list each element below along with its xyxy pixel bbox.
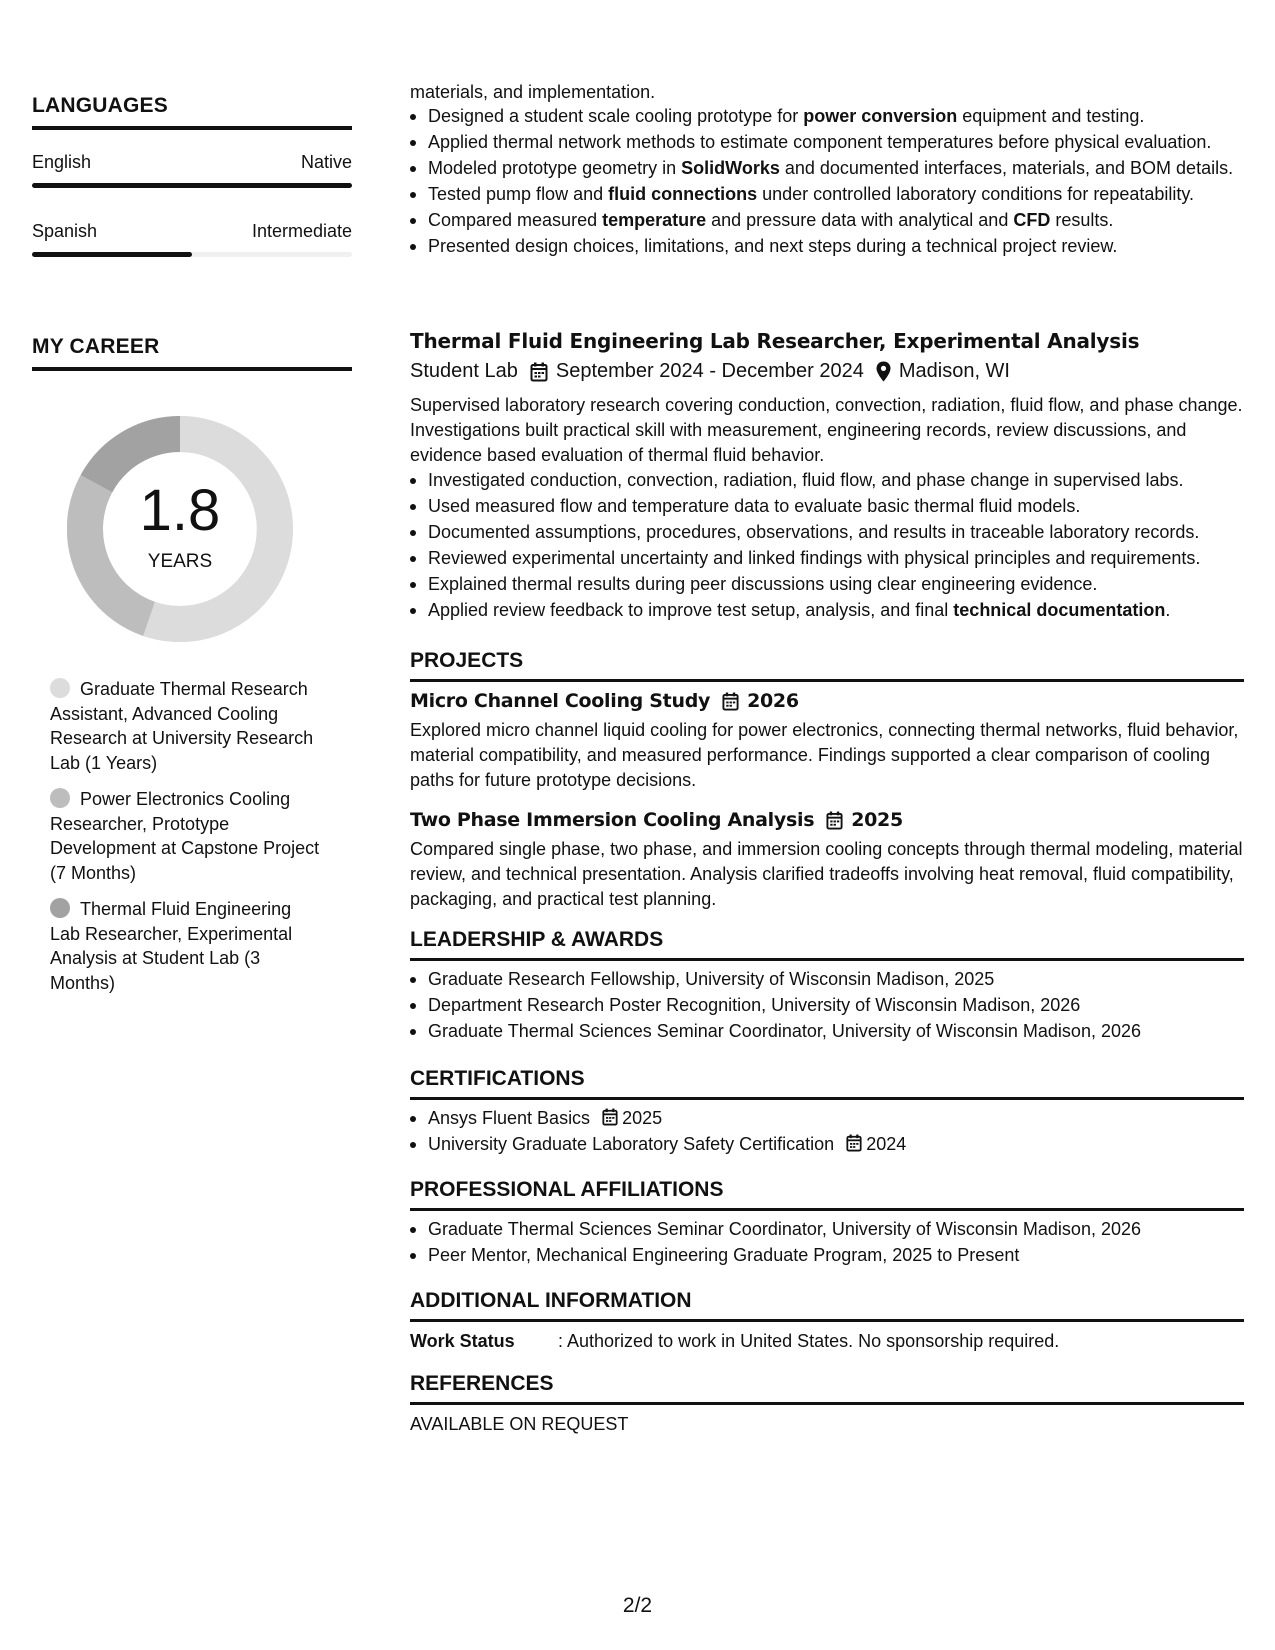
career-legend-item bbox=[50, 787, 322, 885]
language-proficiency-bar bbox=[32, 183, 352, 188]
language-proficiency-fill bbox=[32, 183, 352, 188]
certifications-list bbox=[410, 1107, 1244, 1159]
work-status-row bbox=[410, 1329, 1244, 1354]
language-item bbox=[32, 221, 352, 242]
map-pin-icon bbox=[876, 361, 891, 382]
bullet-item: Designed a student scale cooling prototype for power conversion equipment and testing. bbox=[410, 105, 1244, 128]
bullet-item: Documented assumptions, procedures, observations, and results in traceable laboratory records. bbox=[410, 521, 1244, 544]
career-legend-label: Power Electronics Cooling Researcher, Prototype Development at Capstone Project (7 Months) bbox=[50, 789, 320, 883]
calendar-icon bbox=[602, 1108, 618, 1126]
legend-dot bbox=[50, 898, 70, 918]
awards-rule bbox=[410, 958, 1244, 961]
certification-year: 2024 bbox=[866, 1134, 907, 1154]
bullet-item: Reviewed experimental uncertainty and linked findings with physical principles and requirements. bbox=[410, 547, 1244, 570]
award-item: Department Research Poster Recognition, University of Wisconsin Madison, 2026 bbox=[410, 994, 1244, 1017]
certifications-rule bbox=[410, 1097, 1244, 1100]
page-number: 2/2 bbox=[622, 1594, 653, 1617]
references-heading: REFERENCES bbox=[410, 1372, 554, 1395]
affiliation-item: Peer Mentor, Mechanical Engineering Graduate Program, 2025 to Present bbox=[410, 1244, 1244, 1267]
job-title: Thermal Fluid Engineering Lab Researcher, Experimental Analysis bbox=[410, 329, 1140, 353]
project-description: Compared single phase, two phase, and immersion cooling concepts through thermal modeling, material review, and technical presentation. Analysis clarified tradeoffs involving heat removal, fluid compatibility, packaging, and practical test planning. bbox=[410, 839, 1243, 909]
career-total-unit: YEARS bbox=[147, 551, 213, 572]
certification-name: University Graduate Laboratory Safety Certification bbox=[428, 1134, 835, 1154]
award-item: Graduate Thermal Sciences Seminar Coordinator, University of Wisconsin Madison, 2026 bbox=[410, 1020, 1244, 1043]
certification-item bbox=[410, 1107, 1244, 1130]
certification-year: 2025 bbox=[622, 1108, 663, 1128]
projects-rule bbox=[410, 679, 1244, 682]
bullet-item: Modeled prototype geometry in SolidWorks and documented interfaces, materials, and BOM details. bbox=[410, 157, 1244, 180]
donut-segment-3 bbox=[97, 434, 181, 484]
project-description: Explored micro channel liquid cooling for power electronics, connecting thermal networks, fluid behavior, material compatibility, and measured performance. Findings supported a clear comparison of cooling paths for future prototype decisions. bbox=[410, 720, 1239, 790]
language-level: Intermediate bbox=[251, 221, 352, 241]
bullet-item: Explained thermal results during peer discussions using clear engineering evidence. bbox=[410, 573, 1244, 596]
job-location: Madison, WI bbox=[898, 360, 1010, 382]
language-proficiency-fill bbox=[32, 252, 192, 257]
work-status-value: : Authorized to work in United States. No sponsorship required. bbox=[558, 1331, 1060, 1351]
prev-job-bullets bbox=[410, 105, 1244, 261]
additional-rule bbox=[410, 1319, 1244, 1322]
languages-heading: LANGUAGES bbox=[32, 94, 168, 117]
certification-name: Ansys Fluent Basics bbox=[428, 1108, 591, 1128]
career-heading: MY CAREER bbox=[32, 335, 160, 358]
project-year: 2026 bbox=[747, 690, 799, 712]
additional-heading: ADDITIONAL INFORMATION bbox=[410, 1289, 692, 1312]
project-year: 2025 bbox=[851, 809, 903, 831]
certification-item bbox=[410, 1133, 1244, 1156]
bullet-item: Applied thermal network methods to estimate component temperatures before physical evaluation. bbox=[410, 131, 1244, 154]
career-legend-label: Thermal Fluid Engineering Lab Researcher, Experimental Analysis at Student Lab (3 Months) bbox=[50, 899, 293, 993]
project-title bbox=[410, 690, 799, 712]
job-bullets bbox=[410, 469, 1244, 625]
calendar-icon bbox=[530, 362, 548, 382]
awards-list bbox=[410, 968, 1244, 1046]
projects-heading: PROJECTS bbox=[410, 649, 524, 672]
language-name: English bbox=[32, 152, 92, 172]
job-summary: Supervised laboratory research covering conduction, convection, radiation, fluid flow, and phase change. Investigations built practical skill with measurement, engineering records, review discussions, and evidence based evaluation of thermal fluid behavior. bbox=[410, 395, 1243, 465]
references-rule bbox=[410, 1402, 1244, 1405]
work-status-label: Work Status bbox=[410, 1331, 515, 1351]
references-text: AVAILABLE ON REQUEST bbox=[410, 1414, 629, 1434]
bullet-item: Applied review feedback to improve test setup, analysis, and final technical documentation. bbox=[410, 599, 1244, 622]
legend-dot bbox=[50, 788, 70, 808]
career-legend-item bbox=[50, 677, 322, 775]
career-legend-item bbox=[50, 897, 322, 995]
job-description-continued: materials, and implementation. bbox=[410, 82, 656, 102]
bullet-item: Presented design choices, limitations, and next steps during a technical project review. bbox=[410, 235, 1244, 258]
calendar-icon bbox=[826, 811, 843, 830]
affiliation-item: Graduate Thermal Sciences Seminar Coordinator, University of Wisconsin Madison, 2026 bbox=[410, 1218, 1244, 1241]
bullet-item: Investigated conduction, convection, radiation, fluid flow, and phase change in supervised labs. bbox=[410, 469, 1244, 492]
calendar-icon bbox=[722, 692, 739, 711]
languages-rule bbox=[32, 126, 352, 130]
job-dates: September 2024 - December 2024 bbox=[555, 360, 864, 382]
language-proficiency-bar bbox=[32, 252, 352, 257]
calendar-icon bbox=[846, 1134, 862, 1152]
career-total-years: 1.8 bbox=[139, 478, 221, 543]
bullet-item: Tested pump flow and fluid connections under controlled laboratory conditions for repeatability. bbox=[410, 183, 1244, 206]
language-item bbox=[32, 152, 352, 173]
affiliations-heading: PROFESSIONAL AFFILIATIONS bbox=[410, 1178, 724, 1201]
language-name: Spanish bbox=[32, 221, 98, 241]
legend-dot bbox=[50, 678, 70, 698]
career-rule bbox=[32, 367, 352, 371]
career-legend-label: Graduate Thermal Research Assistant, Advanced Cooling Research at University Research Lab (1 Years) bbox=[50, 679, 314, 773]
bullet-item: Used measured flow and temperature data to evaluate basic thermal fluid models. bbox=[410, 495, 1244, 518]
affiliations-list bbox=[410, 1218, 1244, 1270]
certifications-heading: CERTIFICATIONS bbox=[410, 1067, 585, 1090]
bullet-item: Compared measured temperature and pressure data with analytical and CFD results. bbox=[410, 209, 1244, 232]
job-meta bbox=[410, 360, 1010, 383]
awards-heading: LEADERSHIP & AWARDS bbox=[410, 928, 664, 951]
project-title bbox=[410, 809, 903, 831]
award-item: Graduate Research Fellowship, University of Wisconsin Madison, 2025 bbox=[410, 968, 1244, 991]
project-name: Two Phase Immersion Cooling Analysis bbox=[410, 809, 815, 831]
language-level: Native bbox=[300, 152, 352, 172]
project-name: Micro Channel Cooling Study bbox=[410, 690, 711, 712]
affiliations-rule bbox=[410, 1208, 1244, 1211]
job-company: Student Lab bbox=[410, 360, 518, 382]
